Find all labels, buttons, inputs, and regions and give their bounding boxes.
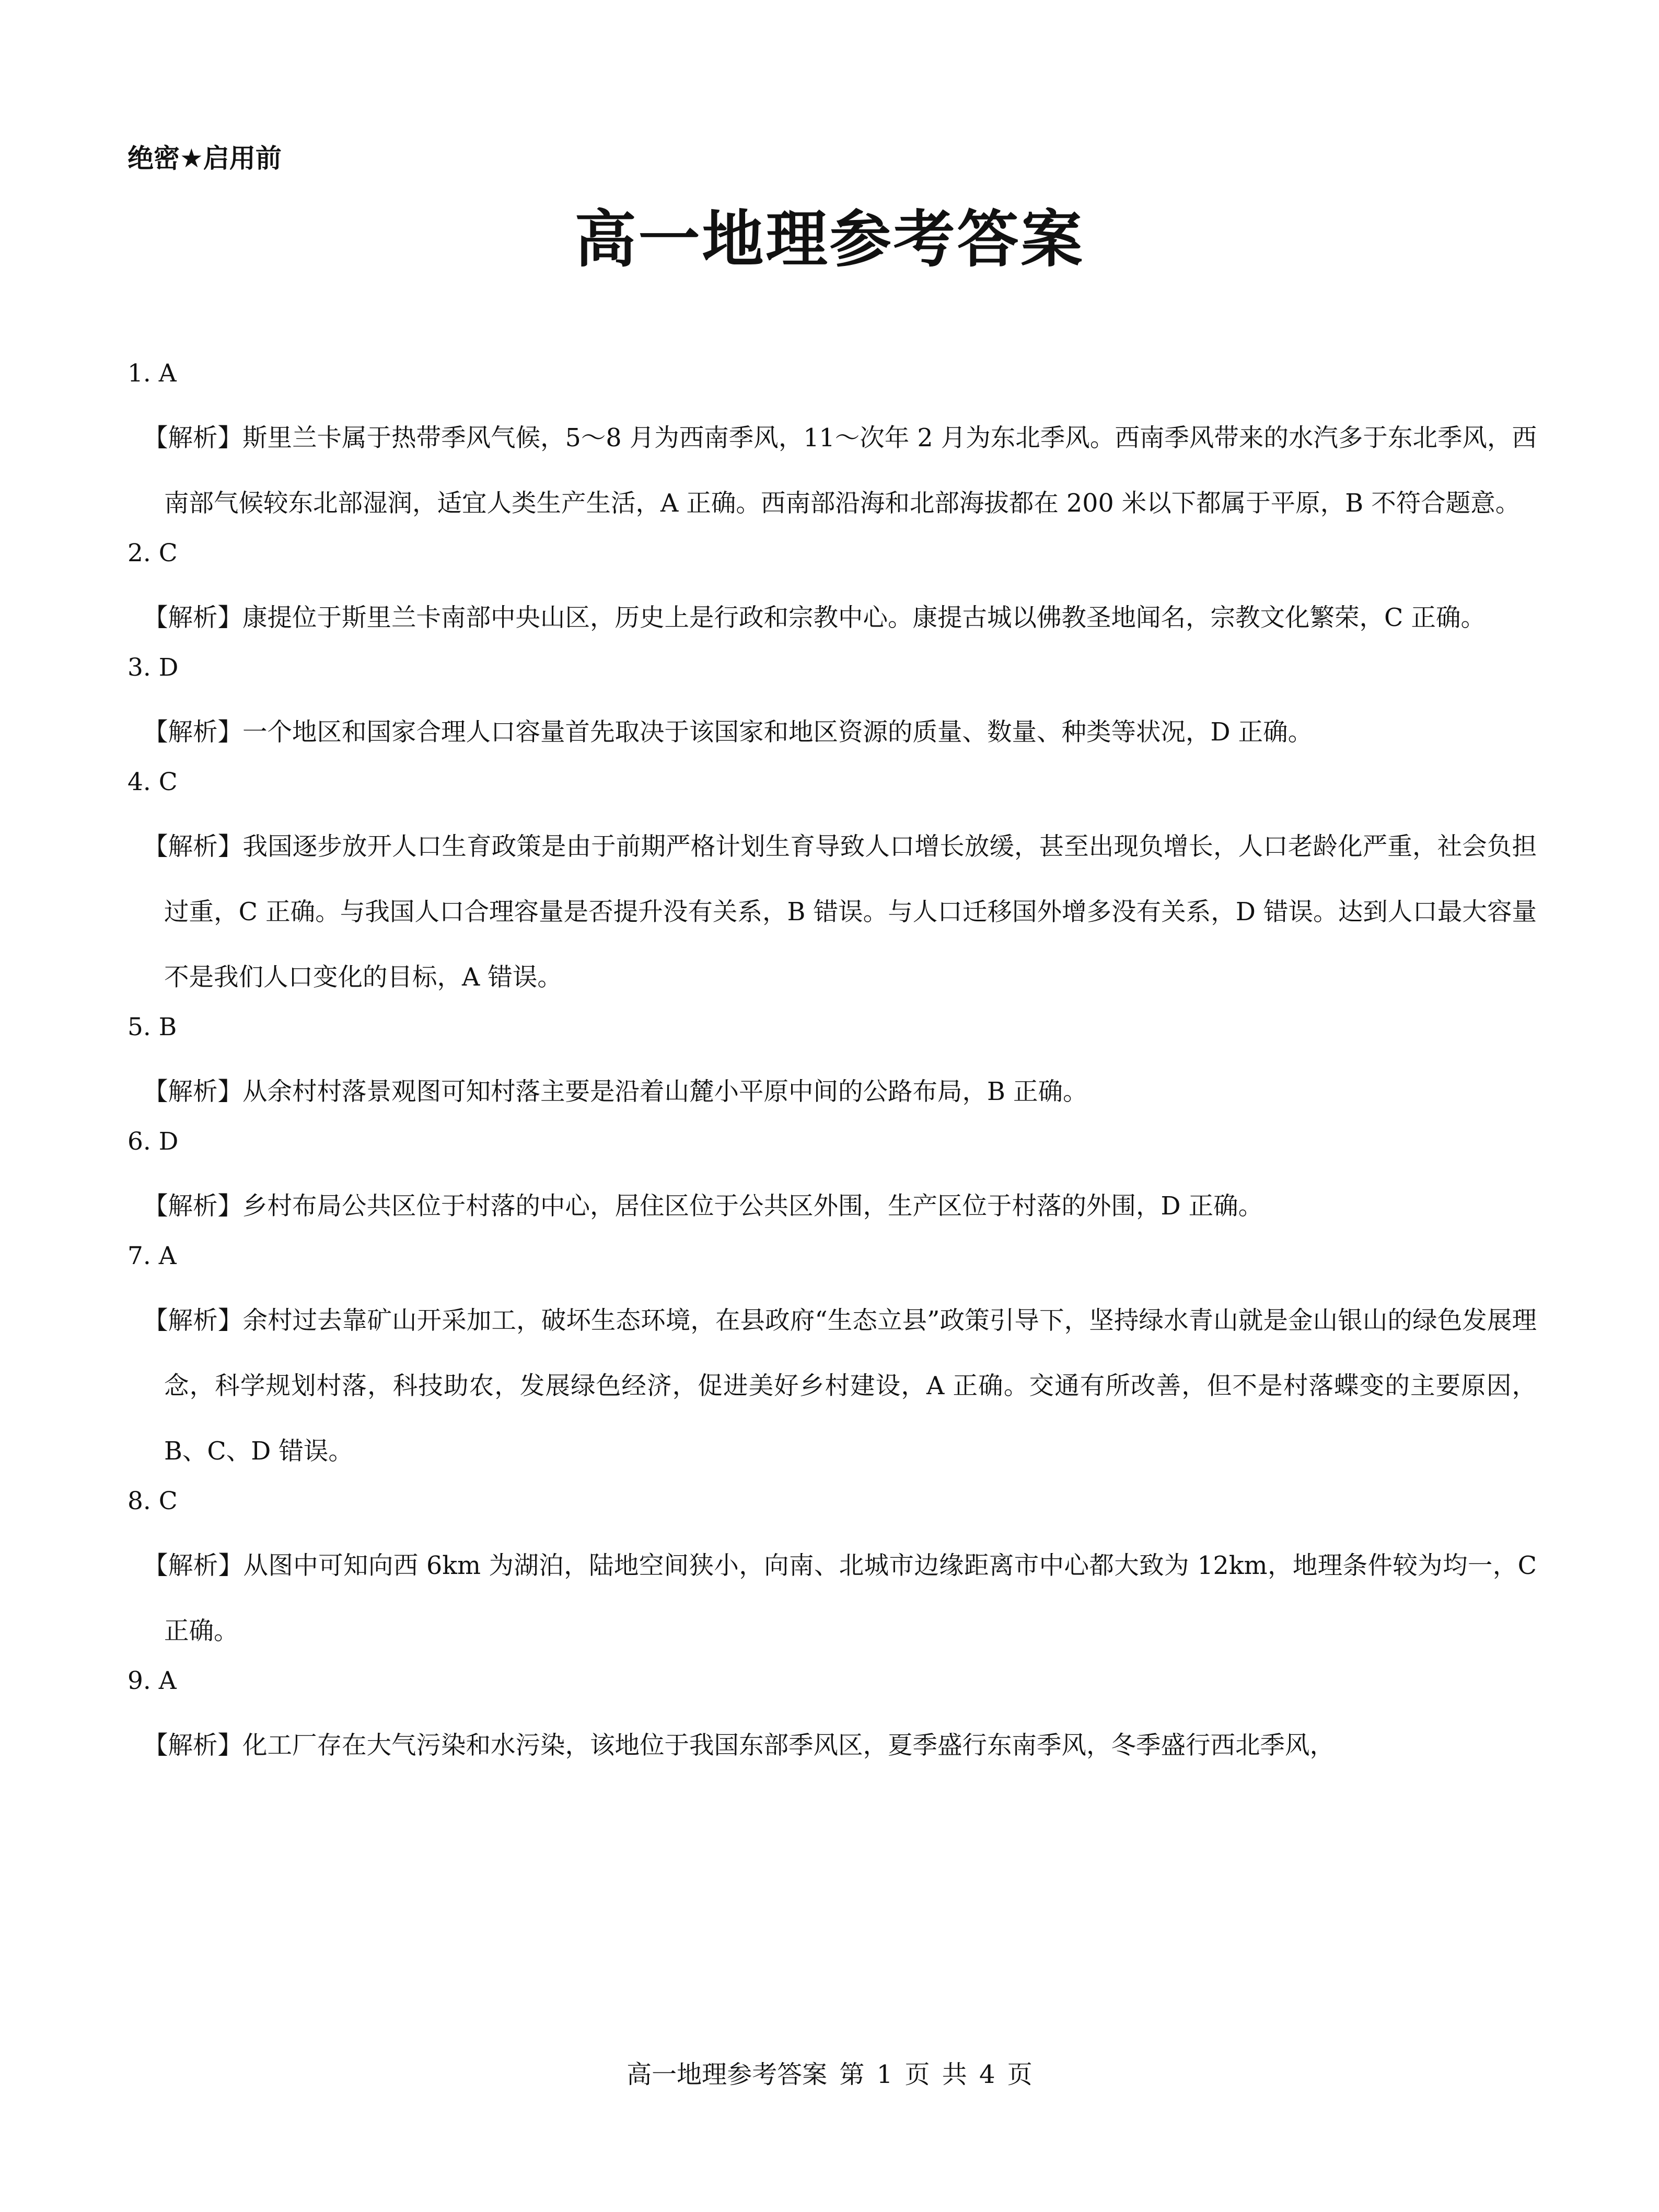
explanation-tag: 【解析】: [143, 1192, 242, 1221]
answer-number: 7. A: [127, 1242, 177, 1270]
explanation-text: 一个地区和国家合理人口容量首先取决于该国家和地区资源的质量、数量、种类等状况，D 正确。: [242, 718, 1313, 747]
answer-item-6: [127, 1126, 1537, 1239]
answer-number: 3. D: [127, 653, 179, 682]
answer-item-3: [127, 652, 1537, 765]
explanation-text: 从图中可知向西 6km 为湖泊，陆地空间狭小，向南、北城市边缘距离市中心都大致为 12km，地理条件较为均一，C 正确。: [164, 1551, 1537, 1646]
explanation-text: 康提位于斯里兰卡南部中央山区，历史上是行政和宗教中心。康提古城以佛教圣地闻名，宗教文化繁荣，C 正确。: [242, 604, 1486, 632]
explanation-text: 斯里兰卡属于热带季风气候，5～8 月为西南季风，11～次年 2 月为东北季风。西南季风带来的水汽多于东北季风，西南部气候较东北部湿润，适宜人类生产生活，A 正确。西南部沿海和北部海拔都在 200 米以下都属于平原，B 不符合题意。: [164, 424, 1537, 518]
confidential-label: 绝密★启用前: [127, 143, 282, 173]
answer-number: 1. A: [127, 359, 177, 388]
answer-number: 4. C: [127, 768, 178, 796]
explanation-tag: 【解析】: [143, 424, 243, 453]
explanation-text: 乡村布局公共区位于村落的中心，居住区位于公共区外围，生产区位于村落的外围，D 正确。: [242, 1192, 1263, 1221]
answer-item-4: [127, 766, 1537, 1010]
answer-list: [127, 357, 1537, 1778]
answer-explanation: [127, 1174, 1537, 1239]
answer-item-2: [127, 537, 1537, 651]
answer-explanation: [127, 1059, 1537, 1125]
answer-explanation: [127, 1288, 1537, 1484]
explanation-tag: 【解析】: [143, 718, 242, 747]
explanation-text: 我国逐步放开人口生育政策是由于前期严格计划生育导致人口增长放缓，甚至出现负增长，人口老龄化严重，社会负担过重，C 正确。与我国人口合理容量是否提升没有关系，B 错误。与人口迁移国外增多没有关系，D 错误。达到人口最大容量不是我们人口变化的目标，A 错误。: [164, 832, 1537, 992]
answer-explanation: [127, 700, 1537, 765]
answer-number: 2. C: [127, 539, 178, 568]
explanation-tag: 【解析】: [143, 1731, 242, 1760]
answer-item-7: [127, 1240, 1537, 1484]
explanation-text: 余村过去靠矿山开采加工，破坏生态环境，在县政府“生态立县”政策引导下，坚持绿水青山就是金山银山的绿色发展理念，科学规划村落，科技助农，发展绿色经济，促进美好乡村建设，A 正确。交通有所改善，但不是村落蝶变的主要原因，B、C、D 错误。: [164, 1306, 1537, 1466]
answer-number: 9. A: [127, 1666, 177, 1695]
explanation-tag: 【解析】: [143, 604, 242, 632]
page-title: 高一地理参考答案: [574, 203, 1085, 275]
answer-item-5: [127, 1011, 1537, 1125]
answer-explanation: [127, 585, 1537, 651]
answer-item-1: [127, 357, 1537, 536]
page-footer: 高一地理参考答案 第 1 页 共 4 页: [627, 2060, 1032, 2089]
explanation-text: 从余村村落景观图可知村落主要是沿着山麓小平原中间的公路布局，B 正确。: [242, 1078, 1088, 1106]
answer-explanation: [127, 406, 1537, 536]
answer-number: 8. C: [127, 1487, 178, 1515]
explanation-text: 化工厂存在大气污染和水污染，该地位于我国东部季风区，夏季盛行东南季风，冬季盛行西北季风，: [242, 1731, 1335, 1760]
answer-explanation: [127, 1533, 1537, 1664]
explanation-tag: 【解析】: [143, 1306, 243, 1335]
explanation-tag: 【解析】: [143, 1551, 243, 1580]
answer-item-8: [127, 1485, 1537, 1664]
explanation-tag: 【解析】: [143, 1078, 242, 1106]
explanation-tag: 【解析】: [143, 832, 243, 861]
answer-number: 5. B: [127, 1013, 177, 1041]
answer-number: 6. D: [127, 1127, 179, 1156]
answer-explanation: [127, 1713, 1537, 1778]
answer-explanation: [127, 814, 1537, 1010]
answer-item-9: [127, 1665, 1537, 1778]
